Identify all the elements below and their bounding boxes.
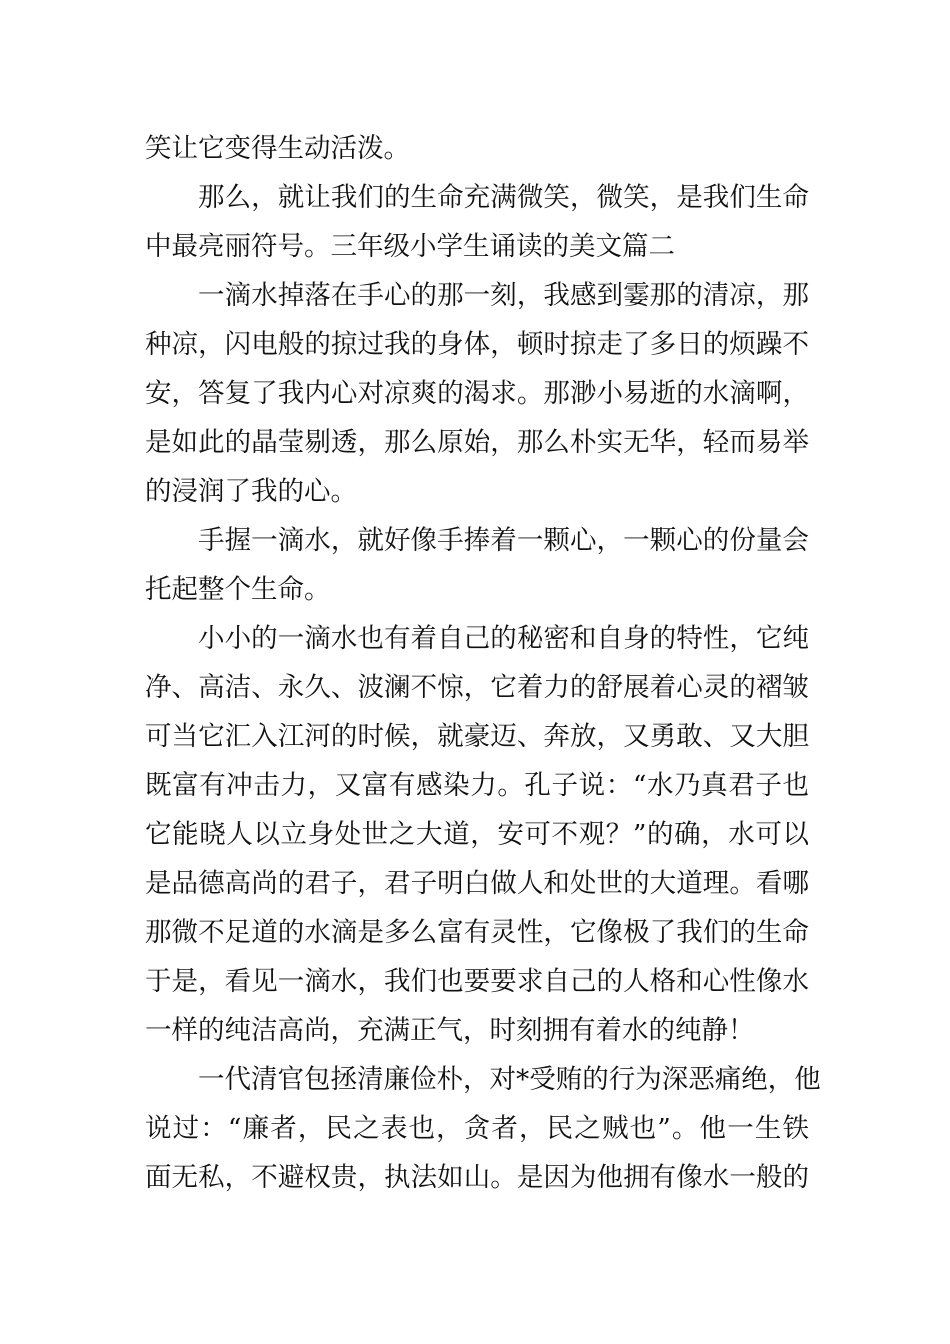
text-line: 可当它汇入江河的时候，就豪迈、奔放，又勇敢、又大胆	[145, 721, 809, 752]
text-line: 笑让它变得生动活泼。	[145, 133, 410, 164]
text-line: 面无私，不避权贵，执法如山。是因为他拥有像水一般的	[145, 1162, 809, 1193]
text-line: 手握一滴水，就好像手捧着一颗心，一颗心的份量会	[198, 525, 809, 556]
text-line: 那微不足道的水滴是多么富有灵性，它像极了我们的生命	[145, 917, 809, 948]
article-body	[145, 124, 821, 1202]
text-line: 中最亮丽符号。三年级小学生诵读的美文篇二	[145, 231, 675, 262]
text-line: 种凉，闪电般的掠过我的身体，顿时掠走了多日的烦躁不	[145, 329, 809, 360]
text-line: 净、高洁、永久、波澜不惊，它着力的舒展着心灵的褶皱	[145, 672, 809, 703]
text-line: 一代清官包拯清廉俭朴，对*受贿的行为深恶痛绝，他	[198, 1064, 821, 1095]
text-line: 是如此的晶莹剔透，那么原始，那么朴实无华，轻而易举	[145, 427, 809, 458]
text-line: 既富有冲击力，又富有感染力。孔子说：“水乃真君子也	[145, 770, 809, 801]
text-line: 一滴水掉落在手心的那一刻，我感到霎那的清凉，那	[198, 280, 809, 311]
text-line: 一样的纯洁高尚，充满正气，时刻拥有着水的纯静！	[145, 1015, 755, 1046]
text-line: 那么，就让我们的生命充满微笑，微笑，是我们生命	[198, 182, 809, 213]
text-line: 安，答复了我内心对凉爽的渴求。那渺小易逝的水滴啊，	[145, 378, 809, 409]
text-line: 于是，看见一滴水，我们也要要求自己的人格和心性像水	[145, 966, 809, 997]
text-line: 是品德高尚的君子，君子明白做人和处世的大道理。看哪	[145, 868, 809, 899]
text-line: 托起整个生命。	[145, 574, 331, 605]
text-line: 的浸润了我的心。	[145, 476, 357, 507]
text-line: 它能晓人以立身处世之大道，安可不观？”的确，水可以	[145, 819, 809, 850]
text-line: 说过：“廉者，民之表也，贪者，民之贼也”。他一生铁	[145, 1113, 809, 1144]
text-line: 小小的一滴水也有着自己的秘密和自身的特性，它纯	[198, 623, 809, 654]
